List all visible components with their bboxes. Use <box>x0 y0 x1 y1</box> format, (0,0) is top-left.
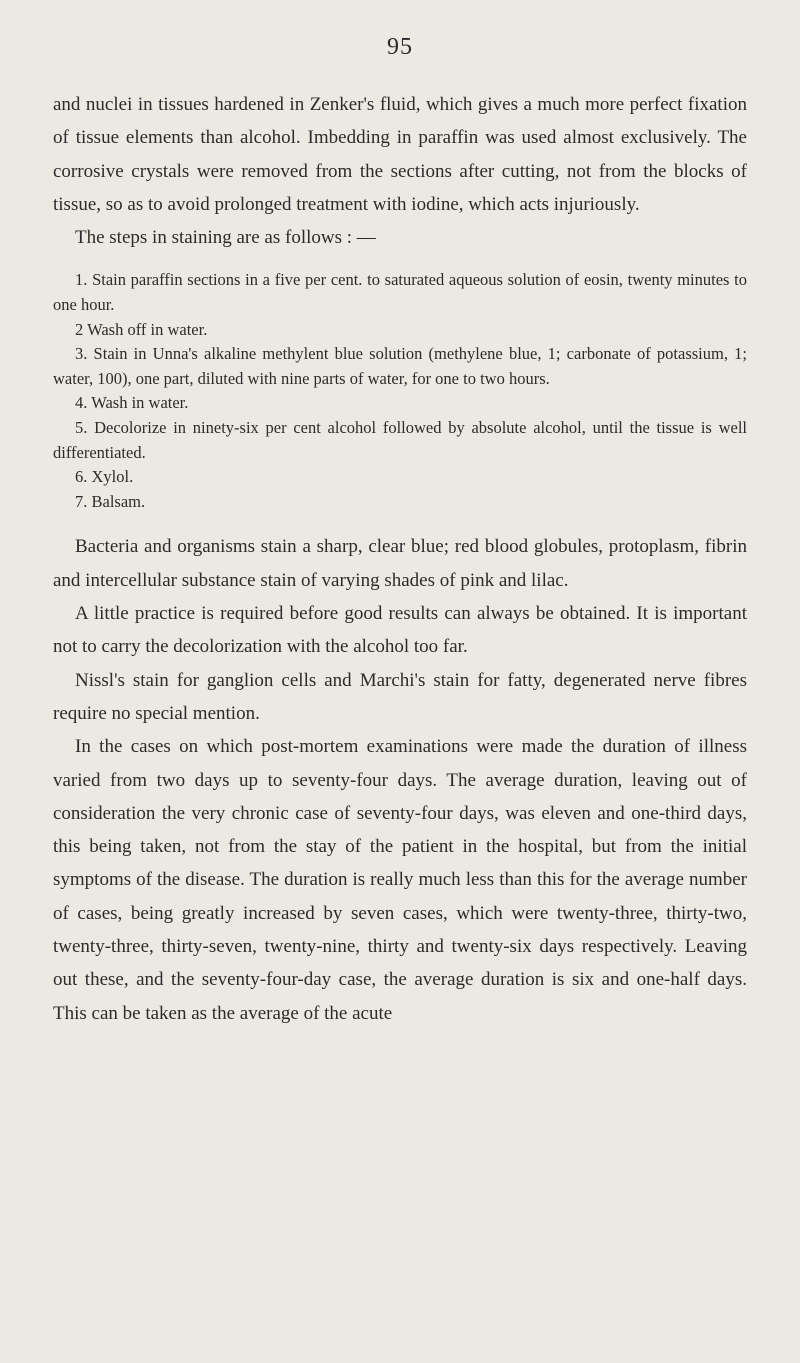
paragraph-staining-results: Bacteria and organisms stain a sharp, clear blue; red blood globules, protoplasm, fibrin and intercellular substance stain of varying shades of pink and lilac. <box>53 536 747 591</box>
step-2: 2 Wash off in water. <box>75 319 208 339</box>
lower-paragraphs <box>53 530 747 1029</box>
step-5: 5. Decolorize in ninety-six per cent alcohol followed by absolute alcohol, until the tissue is well differentiated. <box>53 418 747 462</box>
paragraph-fixation-imbedding: and nuclei in tissues hardened in Zenker's fluid, which gives a much more perfect fixation of tissue elements than alcohol. Imbedding in paraffin was used almost exclusively. The corrosive crystals were removed from the sections after cutting, not from the blocks of tissue, so as to avoid prolonged treatment with iodine, which acts injuriously. <box>53 94 747 215</box>
body-text <box>53 88 747 1030</box>
step-3: 3. Stain in Unna's alkaline methylent blue solution (methylene blue, 1; carbonate of potassium, 1; water, 100), one part, diluted with nine parts of water, for one to two hours. <box>53 344 747 388</box>
paragraph-practice: A little practice is required before good results can always be obtained. It is important not to carry the decolorization with the alcohol too far. <box>53 603 747 658</box>
step-7: 7. Balsam. <box>75 491 146 511</box>
staining-steps-list <box>53 268 747 514</box>
paragraph-steps-intro: The steps in staining are as follows : — <box>75 227 376 249</box>
paragraph-duration: In the cases on which post-mortem examinations were made the duration of illness varied from two days up to seventy-four days. The average duration, leaving out of consideration the very chronic case of seventy-four days, was eleven and one-third days, this being taken, not from the stay of the patient in the hospital, but from the initial symptoms of the disease. The duration is really much less than this for the average number of cases, being greatly increased by seven cases, which were twenty-three, thirty-two, twenty-three, thirty-seven, twenty-nine, thirty and twenty-six days respectively. Leaving out these, and the seventy-four-day case, the average duration is six and one-half days. This can be taken as the average of the acute <box>53 736 747 1024</box>
page-number: 95 <box>387 34 413 60</box>
step-4: 4. Wash in water. <box>75 393 189 413</box>
paragraph-nissl-marchi: Nissl's stain for ganglion cells and Marchi's stain for fatty, degenerated nerve fibres require no special mention. <box>53 669 747 724</box>
step-1: 1. Stain paraffin sections in a five per cent. to saturated aqueous solution of eosin, twenty minutes to one hour. <box>53 270 747 315</box>
step-6: 6. Xylol. <box>75 467 134 487</box>
